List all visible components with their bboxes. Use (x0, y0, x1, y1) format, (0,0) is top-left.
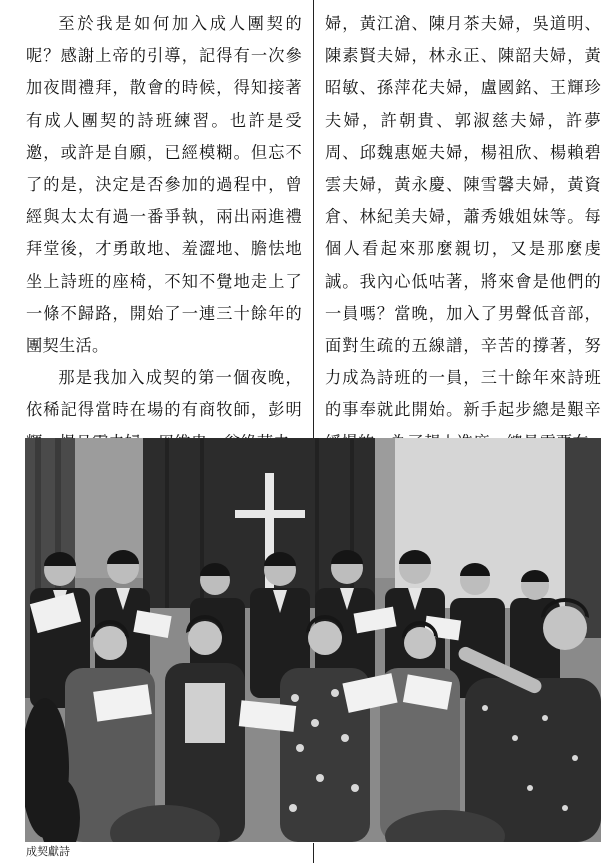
right-text-column (325, 8, 601, 459)
choir-photo (25, 438, 601, 842)
left-paragraph-1: 至於我是如何加入成人團契的呢？感謝上帝的引導，記得有一次參加夜間禮拜，散會的時候，得知接著有成人團契的詩班練習。也許是受邀，或許是自願，已經模糊。但忘不了的是，決定是否參加的過程中，曾經與太太有過一番爭執，兩出兩進禮拜堂後，才勇敢地、羞澀地、膽怯地坐上詩班的座椅，不知不覺地走上了一條不歸路，開始了一連三十餘年的團契生活。 (26, 14, 302, 356)
left-paragraph-2: 那是我加入成契的第一個夜晚，依稀記得當時在場的有商牧師，彭明 (26, 368, 302, 420)
right-paragraph-1: 婦，黃江滄、陳月茶夫婦，吳道明、陳素賢夫婦，林永正、陳韶夫婦，黃昭敏、孫萍花夫婦，盧國銘、王輝珍夫婦，許朝貴、郭淑慈夫婦，許夢周、邱魏惠姬夫婦，楊祖欣、楊賴碧雲夫婦，黃永慶、陳雪馨夫婦，黃資倉、林紀美夫婦，蕭秀娥姐妹等。每個人看起來那麼親切，又是那麼虔誠。我內心低咕著，將來會是他們的一員嗎？當晚，加入了男聲低音部，面對生疏的五線譜，辛苦的撐著，努力成為詩班的一員，三十餘年來詩班的事奉就此開始。新手起步總是艱辛 (325, 14, 601, 420)
column-divider-bottom (313, 843, 314, 863)
choir-photo-illustration (25, 438, 601, 842)
left-text-column (26, 8, 302, 459)
column-divider (313, 0, 314, 438)
photo-caption: 成契獻詩 (26, 845, 70, 858)
